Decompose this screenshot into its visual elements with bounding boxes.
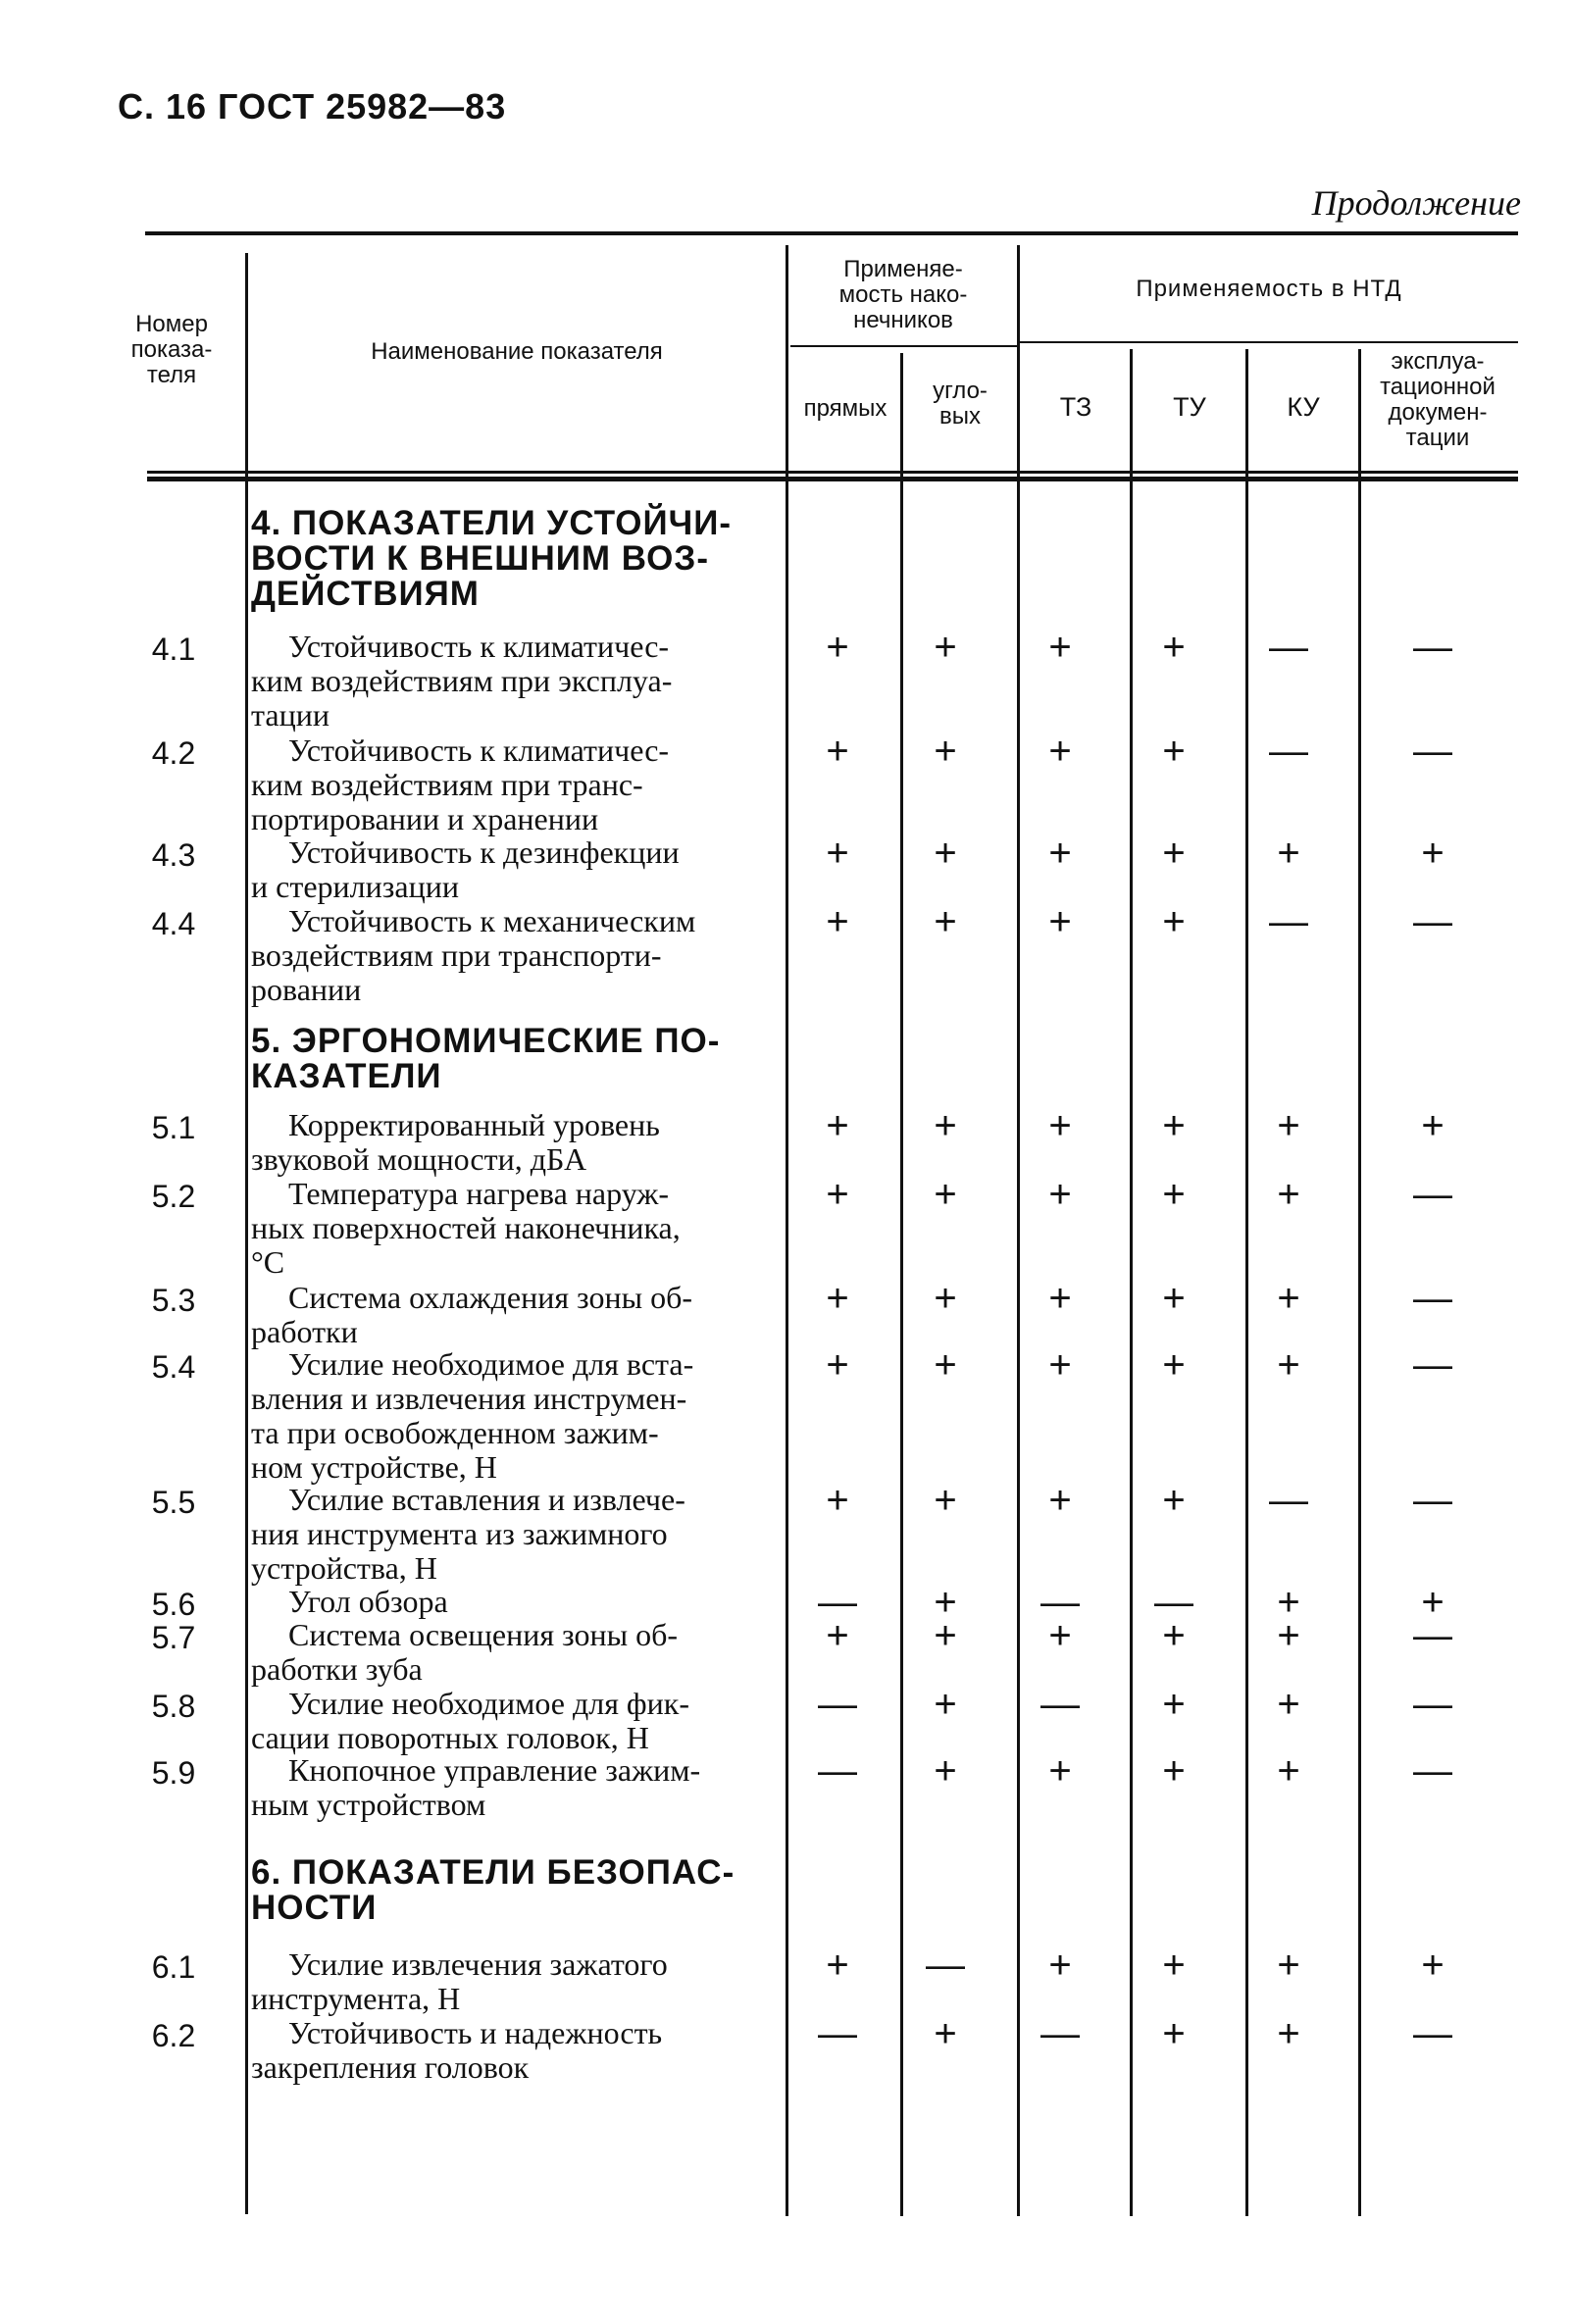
row-name-line: Устойчивость к механическим (288, 903, 696, 938)
applicability-mark: — (818, 1683, 857, 1726)
applicability-mark: + (934, 730, 957, 773)
continuation-label: Продолжение (1311, 183, 1521, 223)
row-name-line: Усилие необходимое для вста- (288, 1346, 694, 1382)
row-name (251, 1347, 783, 1485)
row-name-line: Устойчивость к климатичес- (288, 733, 670, 768)
applicability-mark: + (826, 730, 849, 773)
row-name-line: Температура нагрева наруж- (288, 1176, 670, 1211)
applicability-mark: + (1162, 1944, 1186, 1987)
row-name-line: ким воздействиям при транс- (251, 767, 643, 802)
applicability-mark: + (934, 1683, 957, 1726)
applicability-mark: + (934, 2012, 957, 2055)
applicability-mark: + (826, 1944, 849, 1987)
applicability-mark: — (1413, 1683, 1452, 1726)
header-ntd-group: Применяемость в НТД (1136, 276, 1402, 302)
header-bottom-rule (147, 471, 1518, 474)
applicability-mark: + (1277, 1581, 1300, 1624)
applicability-mark: + (1277, 1683, 1300, 1726)
applicability-mark: + (1277, 1944, 1300, 1987)
row-name-line: та при освобожденном зажим- (251, 1415, 659, 1450)
row-number: 6.1 (151, 1949, 196, 1985)
divider-ku-operational (1358, 349, 1361, 2216)
applicability-mark: + (1277, 1749, 1300, 1793)
row-number: 5.3 (151, 1283, 196, 1318)
row-name-line: и стерилизации (251, 869, 459, 904)
section-title-4: 4. ПОКАЗАТЕЛИ УСТОЙЧИ- ВОСТИ К ВНЕШНИМ ВОЗ- ДЕЙСТВИЯМ (251, 504, 733, 613)
applicability-mark: — (818, 1749, 857, 1793)
applicability-mark: — (1413, 1749, 1452, 1793)
applicability-mark: — (1269, 1479, 1308, 1522)
applicability-mark: + (934, 900, 957, 943)
section-title-6: 6. ПОКАЗАТЕЛИ БЕЗОПАС- НОСТИ (251, 1853, 735, 1927)
header-straight: прямых (803, 395, 887, 422)
applicability-mark: — (1269, 730, 1308, 773)
applicability-mark: + (1048, 1614, 1072, 1657)
row-number: 5.1 (151, 1110, 196, 1145)
applicability-mark: + (1048, 730, 1072, 773)
applicability-mark: + (934, 1277, 957, 1320)
applicability-mark: + (1162, 1277, 1186, 1320)
applicability-mark: + (1162, 832, 1186, 875)
applicability-mark: + (1162, 1343, 1186, 1387)
row-name-line: работки (251, 1314, 358, 1349)
row-name-line: Кнопочное управление зажим- (288, 1752, 701, 1788)
applicability-mark: + (1277, 1343, 1300, 1387)
applicability-mark: — (1040, 2012, 1080, 2055)
row-name-line: работки зуба (251, 1651, 423, 1687)
row-name (251, 1618, 783, 1687)
header-subrule-ntd (1020, 341, 1518, 343)
applicability-mark: + (1162, 1479, 1186, 1522)
header-tz: ТЗ (1059, 392, 1092, 422)
row-number: 6.2 (151, 2018, 196, 2053)
applicability-mark: — (1413, 1343, 1452, 1387)
applicability-mark: + (1421, 832, 1445, 875)
applicability-mark: + (826, 1614, 849, 1657)
applicability-mark: + (934, 832, 957, 875)
row-number: 5.7 (151, 1620, 196, 1655)
applicability-mark: — (1413, 1479, 1452, 1522)
applicability-mark: + (934, 1479, 957, 1522)
divider-number-name (245, 253, 248, 2214)
row-number: 4.4 (151, 906, 196, 941)
row-name-line: Угол обзора (288, 1584, 448, 1619)
applicability-mark: — (1413, 730, 1452, 773)
applicability-mark: — (1269, 626, 1308, 669)
applicability-mark: — (818, 1581, 857, 1624)
row-name (251, 1108, 783, 1177)
row-name-line: воздействиям при транспорти- (251, 937, 662, 973)
row-name (251, 1281, 783, 1349)
applicability-mark: + (826, 832, 849, 875)
header-angled: угло- вых (933, 378, 988, 429)
header-operational: эксплуа- тационной докумен- тации (1380, 348, 1496, 451)
applicability-mark: + (1048, 900, 1072, 943)
row-name-line: ровании (251, 972, 362, 1007)
applicability-mark: — (1269, 900, 1308, 943)
row-name-line: Устойчивость к дезинфекции (288, 834, 680, 870)
applicability-mark: + (1421, 1581, 1445, 1624)
row-number: 4.3 (151, 837, 196, 873)
row-name-line: Система охлаждения зоны об- (288, 1280, 693, 1315)
row-name (251, 1687, 783, 1755)
divider-name-straight (786, 245, 788, 2216)
applicability-mark: + (1162, 1104, 1186, 1147)
applicability-mark: + (934, 1749, 957, 1793)
applicability-mark: — (1040, 1683, 1080, 1726)
applicability-mark: + (1162, 1749, 1186, 1793)
row-name (251, 2016, 783, 2085)
row-name-line: Система освещения зоны об- (288, 1617, 679, 1652)
applicability-mark: + (826, 1173, 849, 1216)
applicability-mark: + (1048, 1277, 1072, 1320)
applicability-mark: — (926, 1944, 965, 1987)
row-name (251, 630, 783, 733)
applicability-mark: — (1040, 1581, 1080, 1624)
applicability-mark: — (1413, 2012, 1452, 2055)
header-tu: ТУ (1173, 392, 1206, 422)
page-header: С. 16 ГОСТ 25982—83 (118, 86, 507, 126)
header-ku: КУ (1287, 392, 1320, 422)
applicability-mark: + (826, 626, 849, 669)
applicability-mark: + (1421, 1944, 1445, 1987)
applicability-mark: + (934, 1343, 957, 1387)
header-name: Наименование показателя (371, 338, 663, 365)
row-name (251, 1483, 783, 1586)
header-bottom-rule-thick (147, 477, 1518, 481)
row-name-line: инструмента, Н (251, 1981, 461, 2016)
row-name-line: ном устройстве, Н (251, 1449, 497, 1485)
row-name (251, 733, 783, 836)
row-name (251, 1947, 783, 2016)
applicability-mark: + (1277, 832, 1300, 875)
applicability-mark: + (826, 1343, 849, 1387)
applicability-mark: + (934, 1173, 957, 1216)
row-name (251, 1753, 783, 1822)
applicability-mark: — (1413, 1173, 1452, 1216)
applicability-mark: + (826, 900, 849, 943)
row-name-line: ния инструмента из зажимного (251, 1516, 668, 1551)
applicability-mark: + (1048, 1104, 1072, 1147)
row-number: 5.2 (151, 1179, 196, 1214)
divider-angled-tz (1017, 245, 1020, 2216)
applicability-mark: — (1154, 1581, 1193, 1624)
applicability-mark: + (1421, 1104, 1445, 1147)
row-name-line: Корректированный уровень (288, 1107, 660, 1142)
applicability-mark: + (826, 1479, 849, 1522)
row-name (251, 904, 783, 1007)
row-name-line: закрепления головок (251, 2049, 530, 2085)
applicability-mark: + (826, 1104, 849, 1147)
applicability-mark: + (1162, 1173, 1186, 1216)
applicability-mark: + (1162, 626, 1186, 669)
row-number: 5.4 (151, 1349, 196, 1385)
row-number: 5.8 (151, 1689, 196, 1724)
applicability-mark: + (826, 1277, 849, 1320)
applicability-mark: + (1048, 626, 1072, 669)
row-number: 5.9 (151, 1755, 196, 1791)
header-tips-group: Применяе- мость нако- нечников (838, 256, 968, 333)
row-name-line: устройства, Н (251, 1550, 437, 1586)
row-number: 4.2 (151, 735, 196, 771)
row-name-line: ким воздействиям при эксплуа- (251, 663, 673, 698)
applicability-mark: — (1413, 900, 1452, 943)
applicability-mark: + (1277, 1614, 1300, 1657)
applicability-mark: + (1048, 1173, 1072, 1216)
applicability-mark: + (934, 1581, 957, 1624)
row-name-line: °С (251, 1244, 285, 1280)
applicability-mark: + (1277, 1173, 1300, 1216)
row-name (251, 1585, 783, 1619)
row-name (251, 835, 783, 904)
row-name-line: ных поверхностей наконечника, (251, 1210, 681, 1245)
applicability-mark: + (1048, 1944, 1072, 1987)
header-number: Номер показа- теля (130, 311, 213, 388)
applicability-mark: + (1277, 1277, 1300, 1320)
applicability-mark: + (1277, 1104, 1300, 1147)
row-name-line: Усилие извлечения зажатого (288, 1946, 668, 1982)
applicability-mark: + (1162, 1683, 1186, 1726)
applicability-mark: + (1162, 730, 1186, 773)
applicability-mark: — (1413, 626, 1452, 669)
row-number: 5.6 (151, 1587, 196, 1622)
applicability-mark: + (1048, 1749, 1072, 1793)
row-name-line: вления и извлечения инструмен- (251, 1381, 687, 1416)
applicability-mark: — (1413, 1277, 1452, 1320)
applicability-mark: + (1048, 832, 1072, 875)
applicability-mark: + (1162, 1614, 1186, 1657)
applicability-mark: + (1048, 1479, 1072, 1522)
row-number: 4.1 (151, 632, 196, 667)
row-name-line: сации поворотных головок, Н (251, 1720, 649, 1755)
row-name-line: ным устройством (251, 1787, 486, 1822)
row-number: 5.5 (151, 1485, 196, 1520)
table-top-rule (145, 231, 1518, 235)
section-title-5: 5. ЭРГОНОМИЧЕСКИЕ ПО- КАЗАТЕЛИ (251, 1022, 721, 1095)
applicability-mark: + (1048, 1343, 1072, 1387)
row-name-line: тации (251, 697, 330, 733)
applicability-mark: + (1277, 2012, 1300, 2055)
applicability-mark: — (1413, 1614, 1452, 1657)
row-name-line: Усилие вставления и извлече- (288, 1482, 685, 1517)
row-name-line: Устойчивость и надежность (288, 2015, 663, 2050)
applicability-mark: — (818, 2012, 857, 2055)
applicability-mark: + (934, 1614, 957, 1657)
row-name (251, 1177, 783, 1280)
row-name-line: Устойчивость к климатичес- (288, 629, 670, 664)
row-name-line: портировании и хранении (251, 801, 599, 836)
row-name-line: звуковой мощности, дБА (251, 1141, 587, 1177)
applicability-mark: + (934, 626, 957, 669)
applicability-mark: + (934, 1104, 957, 1147)
applicability-mark: + (1162, 2012, 1186, 2055)
applicability-mark: + (1162, 900, 1186, 943)
row-name-line: Усилие необходимое для фик- (288, 1686, 689, 1721)
header-subrule-tips (790, 345, 1018, 347)
